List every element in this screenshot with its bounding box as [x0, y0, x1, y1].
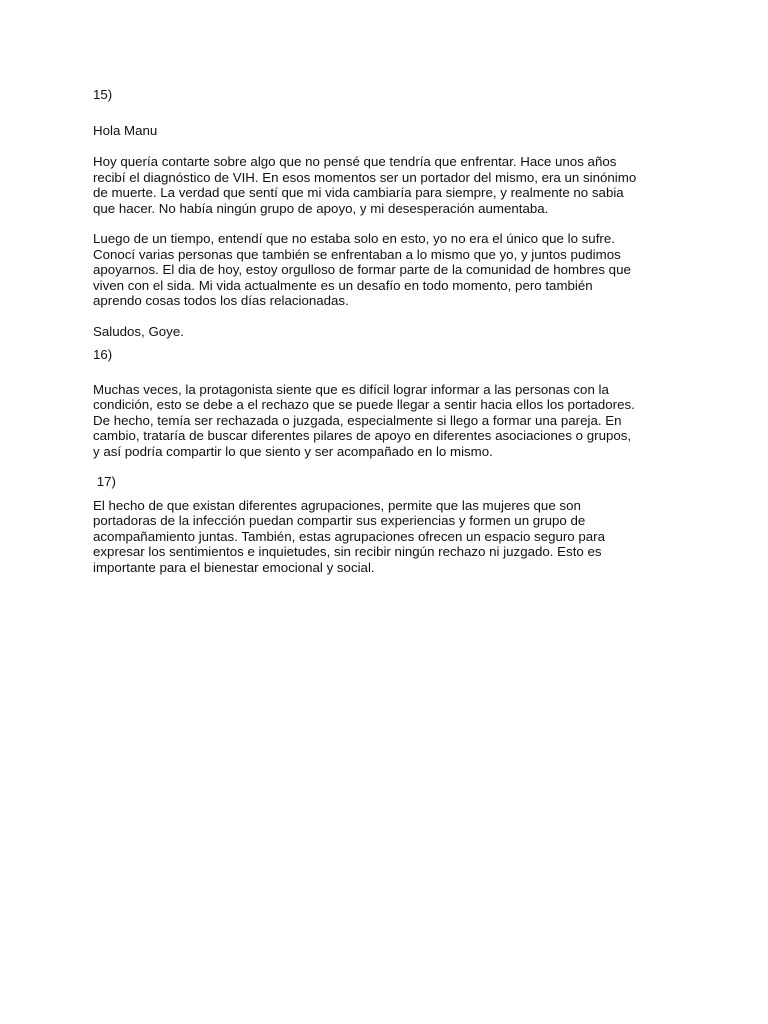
letter-signoff: Saludos, Goye. [93, 323, 184, 339]
letter-paragraph-2: Luego de un tiempo, entendí que no estaba solo en esto, yo no era el único que lo sufre. Conocí varias personas que también se enfrentaban a lo mismo que yo, y juntos pudimos apoyarnos. El dia de hoy, estoy orgulloso de formar parte de la comunidad de hombres que viven con el sida. Mi vida actualmente es un desafío en todo momento, pero también aprendo cosas todos los días relacionadas. [93, 231, 631, 308]
section-17-number: 17) [93, 474, 116, 489]
letter-greeting: Hola Manu [93, 122, 158, 138]
section-16-paragraph: Muchas veces, la protagonista siente que es difícil lograr informar a las personas con la condición, esto se debe a el rechazo que se puede llegar a sentir hacia ellos los portadores. De hecho, temía ser rechazada o juzgada, especialmente si llego a formar una pareja. En cambio, trataría de buscar diferentes pilares de apoyo en diferentes asociaciones o grupos, y así podría compartir lo que siento y ser acompañado en lo mismo. [93, 381, 635, 459]
document-page [93, 87, 683, 590]
section-15-number: 15) [93, 87, 113, 102]
section-16-number: 16) [93, 347, 113, 362]
letter-paragraph-1: Hoy quería contarte sobre algo que no pensé que tendría que enfrentar. Hace unos años recibí el diagnóstico de VIH. En esos momentos ser un portador del mismo, era un sinónimo de muerte. La verdad que sentí que mi vida cambiaría para siempre, y realmente no sabia que hacer. No había ningún grupo de apoyo, y mi desesperación aumentaba. [93, 154, 637, 216]
section-17-paragraph: El hecho de que existan diferentes agrupaciones, permite que las mujeres que son portadoras de la infección puedan compartir sus experiencias y formen un grupo de acompañamiento juntas. También, estas agrupaciones ofrecen un espacio seguro para expresar los sentimientos e inquietudes, sin recibir ningún rechazo ni juzgado. Esto es importante para el bienestar emocional y social. [93, 497, 606, 575]
